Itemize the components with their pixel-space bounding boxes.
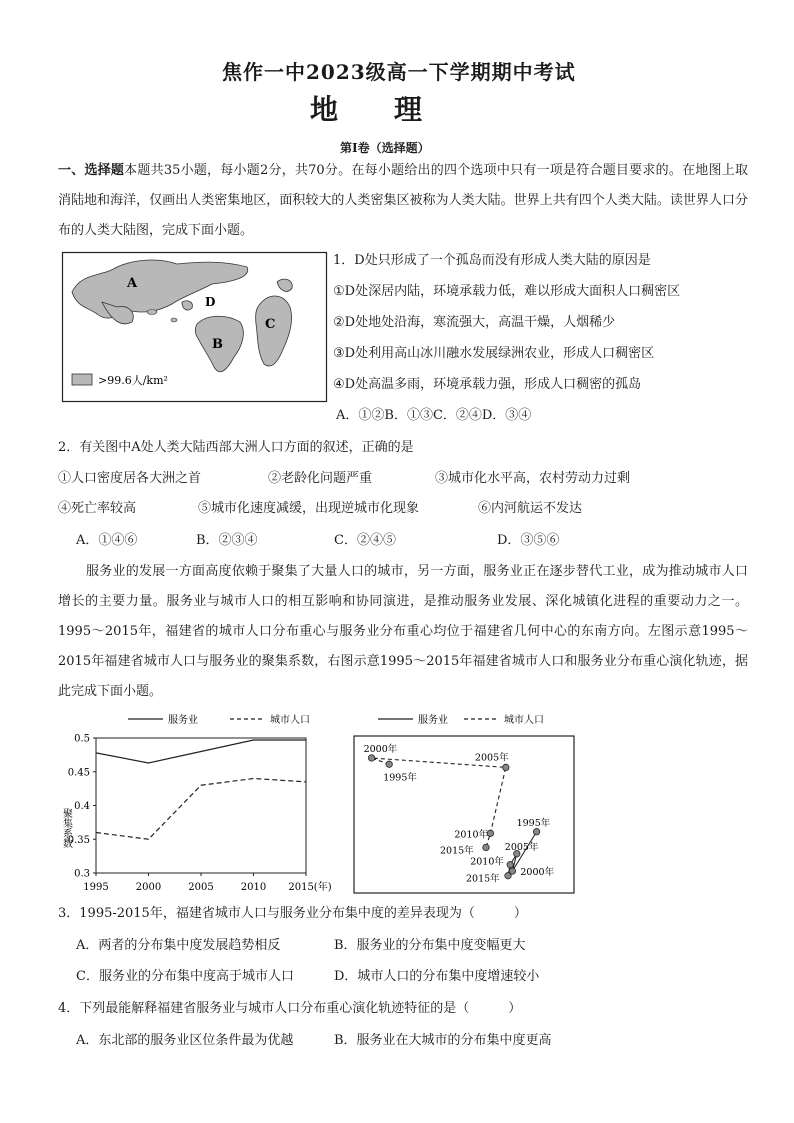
x-tick-label: 2005: [188, 882, 214, 893]
traj-label-population: 2015年: [440, 845, 474, 857]
map-svg: [62, 252, 327, 402]
traj-point-population-2005年: [503, 764, 509, 770]
traj-legend-label-service: 服务业: [418, 715, 448, 726]
q1-item-3: ③D处利用高山冰川融水发展绿洲农业，形成人口稠密区: [333, 346, 655, 361]
series-group: [96, 740, 306, 839]
human-continent-map: [62, 252, 327, 402]
traj-legend-label-population: 城市人口: [504, 715, 544, 726]
q2-item-6: ⑥内河航运不发达: [478, 501, 583, 516]
q3-option-b: B．服务业的分布集中度变幅更大: [334, 938, 526, 953]
exam-title: 焦作一中2023级高一下学期期中考试: [222, 60, 576, 84]
q4-option-a: A．东北部的服务业区位条件最为优越: [76, 1033, 294, 1048]
intro-lead: 一、选择题: [58, 163, 125, 178]
y-tick-label: 0.3: [74, 868, 90, 880]
x-ticks: [83, 873, 331, 893]
traj-label-population: 2000年: [363, 743, 398, 755]
traj-label-population: 1995年: [383, 772, 417, 784]
traj-label-population: 2010年: [454, 829, 489, 841]
y-axis-label: 聚集系数: [60, 808, 72, 848]
q3-option-d: D．城市人口的分布集中度增速较小: [334, 969, 540, 984]
intro-text: 本题共35小题，每小题2分，共70分。在每小题给出的四个选项中只有一项是符合题目要求的。在地图上取消陆地和海洋，仅画出人类密集地区，面积较大的人类密集区被称为人类大陆。世界上共有四个人类大陆。读世界人口分布的人类大陆图，完成下面小题。: [58, 163, 748, 238]
traj-point-service-1995年: [533, 829, 539, 835]
traj-label-service: 2015年: [466, 873, 500, 885]
traj-label-service: 1995年: [516, 817, 551, 829]
map-legend-text: >99.6人/km²: [98, 374, 168, 387]
q1-item-4: ④D处高温多雨，环境承载力强，形成人口稠密的孤岛: [333, 377, 642, 392]
section-title: 第Ⅰ卷（选择题）: [340, 141, 430, 155]
y-tick-label: 0.4: [74, 801, 90, 812]
q4-option-b: B．服务业在大城市的分布集中度更高: [334, 1033, 552, 1048]
q4-stem: 4．下列最能解释福建省服务业与城市人口分布重心演化轨迹特征的是（ ）: [58, 1001, 522, 1016]
traj-label-service: 2000年: [520, 867, 555, 879]
q2-option-d: D．③⑤⑥: [497, 533, 560, 548]
traj-point-service-2010年: [507, 862, 513, 868]
q2-option-a: A．①④⑥: [76, 533, 138, 548]
q2-option-b: B．②③④: [196, 533, 258, 548]
map-label-a: A: [127, 276, 138, 291]
map-legend-swatch: [72, 374, 92, 385]
left-line-chart: [58, 708, 332, 898]
q1-item-1: ①D处深居内陆，环境承载力低，难以形成大面积人口稠密区: [333, 284, 681, 299]
traj-point-population-1995年: [386, 761, 392, 767]
q1-options: A．①②B．①③C．②④D．③④: [336, 408, 532, 423]
traj-label-service: 2005年: [504, 841, 539, 853]
q2-item-2: ②老龄化问题严重: [268, 471, 373, 486]
q3-option-a: A．两者的分布集中度发展趋势相反: [76, 938, 281, 953]
map-label-b: B: [212, 337, 223, 352]
x-tick-label: 2000: [135, 882, 162, 893]
legend-label-service: 服务业: [168, 715, 198, 726]
y-tick-label: 0.45: [67, 767, 90, 779]
traj-label-service: 2010年: [470, 856, 504, 868]
map-dot-2: [171, 318, 177, 322]
traj-label-population: 2005年: [474, 752, 509, 764]
legend-label-population: 城市人口: [270, 715, 310, 726]
y-tick-label: 0.35: [67, 834, 90, 846]
y-ticks: [68, 734, 96, 880]
intro-paragraph: [58, 156, 748, 246]
passage-paragraph: 服务业的发展一方面高度依赖于聚集了大量人口的城市，另一方面，服务业正在逐步替代工业，成为推动城市人口增长的主要力量。服务业与城市人口的相互影响和协同演进，是推动服务业发展、深化城镇化进程的重要动力之一。1995～2015年，福建省的城市人口分布重心与服务业分布重心均位于福建省几何中心的东南方向。左图示意1995～2015年福建省城市人口与服务业的聚集系数，右图示意1995～2015年福建省城市人口和服务业分布重心演化轨迹，据此完成下面小题。: [58, 564, 748, 699]
q2-stem: 2．有关图中A处人类大陆西部大洲人口方面的叙述，正确的是: [58, 440, 414, 455]
q1-stem: 1．D处只形成了一个孤岛而没有形成人类大陆的原因是: [333, 253, 651, 268]
series-line-service: [96, 740, 306, 763]
x-tick-label: 1995: [83, 882, 109, 893]
series-line-population: [96, 779, 306, 840]
q2-item-4: ④死亡率较高: [58, 501, 137, 516]
q2-item-1: ①人口密度居各大洲之首: [58, 471, 202, 486]
traj-point-population-2000年: [368, 755, 374, 761]
traj-point-service-2015年: [505, 873, 511, 879]
map-dot-1: [147, 310, 157, 315]
y-tick-label: 0.5: [74, 733, 90, 745]
right-trajectory-chart: [352, 708, 577, 898]
q3-option-c: C．服务业的分布集中度高于城市人口: [76, 969, 294, 984]
map-label-c: C: [265, 317, 276, 332]
q1-item-2: ②D处地处沿海，寒流强大，高温干燥，人烟稀少: [333, 315, 616, 330]
traj-point-population-2015年: [483, 844, 489, 850]
map-label-d: D: [205, 295, 216, 309]
traj-series-group: [364, 743, 555, 885]
x-tick-label: 2015(年): [288, 882, 332, 893]
q2-item-3: ③城市化水平高，农村劳动力过剩: [435, 471, 631, 486]
q3-stem: 3．1995-2015年，福建省城市人口与服务业分布集中度的差异表现为（ ）: [58, 906, 527, 921]
x-tick-label: 2010: [240, 882, 267, 893]
q2-option-c: C．②④⑤: [334, 533, 396, 548]
subject-title: 地 理: [310, 93, 423, 126]
traj-point-population-2010年: [487, 830, 493, 836]
plot-frame: [96, 738, 306, 873]
q2-item-5: ⑤城市化速度减缓，出现逆城市化现象: [198, 501, 420, 516]
